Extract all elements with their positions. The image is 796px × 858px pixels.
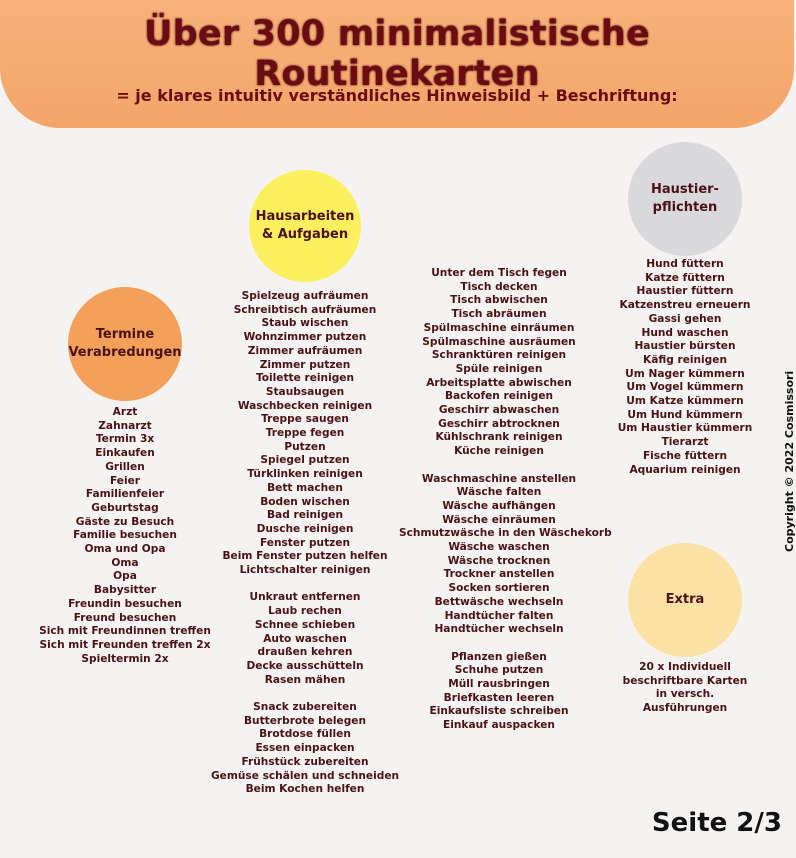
list-item: Wäsche einräumen [442,513,556,526]
list-item: Socken sortieren [448,582,550,595]
list-item: Butterbrote belegen [243,714,367,727]
list-item: Einkaufen [95,447,155,460]
list-item: Bad reinigen [266,509,344,522]
list-termine [25,406,225,666]
list-item: Spülmaschine ausräumen [422,335,576,348]
list-item: Treppe saugen [261,413,349,426]
list-item: Handtücher falten [444,609,554,622]
list-item: Schnee schieben [254,618,356,631]
list-item: Zimmer aufräumen [247,344,363,357]
list-item: Schreibtisch aufräumen [233,303,377,316]
list-item: Freund besuchen [73,611,177,624]
list-item: Hund füttern [646,258,724,270]
list-item: Kühlschrank reinigen [435,431,563,444]
page-subtitle: = je klares intuitiv verständliches Hinweisbild + Beschriftung: [116,86,678,105]
list-item: Küche reinigen [454,445,544,458]
list-item: Putzen [284,440,326,453]
list-item: Schmutzwäsche in den Wäschekorb [399,527,612,540]
list-item: draußen kehren [257,646,353,659]
list-item: Arzt [112,406,138,418]
list-item: Trockner anstellen [443,568,555,581]
list-item: 20 x Individuell [639,661,731,673]
list-item: Waschmaschine anstellen [421,472,577,485]
list-item: Tisch abräumen [451,308,547,321]
list-item: Dusche reinigen [256,522,354,535]
list-item: Essen einpacken [255,742,355,755]
list-item: Frühstück zubereiten [241,755,369,768]
list-item: Tierarzt [661,436,709,449]
list-item: Um Vogel kümmern [626,381,744,394]
list-item: Opa [113,570,137,583]
list-item: Schuhe putzen [454,664,544,677]
list-item: Käfig reinigen [642,353,727,366]
category-circle-haustier: Haustier- pflichten [628,142,742,256]
page-number: Seite 2/3 [651,808,782,838]
list-kueche [399,267,612,733]
list-item: Familienfeier [85,488,165,501]
list-item: Wäsche aufhängen [442,499,556,512]
list-item: Briefkasten leeren [443,691,555,704]
list-item: Gäste zu Besuch [75,515,175,528]
list-item: Sich mit Freunden treffen 2x [39,638,211,651]
list-item: Fische füttern [642,449,728,462]
list-item: Wäsche trocknen [447,554,551,567]
list-item: Geschirr abwaschen [438,404,560,417]
list-item: Spielzeug aufräumen [241,290,369,302]
list-item: Snack zubereiten [253,701,357,714]
list-item: Staubsaugen [265,385,345,398]
list-item: Unkraut entfernen [249,591,361,604]
list-item: Staub wischen [261,317,349,330]
list-item: Zimmer putzen [259,358,351,371]
list-gap [205,578,405,592]
list-item: Müll rausbringen [448,678,550,691]
list-item: Lichtschalter reinigen [239,564,371,577]
list-hausarbeiten [205,290,405,797]
list-item: Babysitter [93,584,157,597]
list-item: Unter dem Tisch fegen [431,267,567,279]
category-circle-extra: Extra [628,543,742,657]
list-item: Arbeitsplatte abwischen [426,376,572,389]
list-item: Tisch decken [460,280,538,293]
list-item: Ausführungen [642,702,728,715]
list-gap [399,459,599,473]
list-item: Zahnarzt [98,419,152,432]
list-item: Geburtstag [91,501,159,514]
list-item: Bett machen [267,481,343,494]
list-item: Oma [111,556,139,569]
list-item: Handtücher wechseln [434,623,564,636]
list-item: Haustier füttern [636,285,734,298]
list-item: Spieltermin 2x [81,652,169,665]
list-item: Katzenstreu erneuern [619,299,751,312]
list-item: Um Katze kümmern [626,395,744,408]
list-item: Beim Kochen helfen [245,783,365,796]
list-haustier [585,258,785,477]
list-item: Brotdose füllen [259,728,351,741]
list-item: Türklinken reinigen [247,468,363,481]
list-item: Decke ausschütteln [246,659,364,672]
list-item: Um Haustier kümmern [617,422,753,435]
list-extra [585,661,785,716]
list-item: Rasen mähen [264,673,346,686]
list-item: Geschirr abtrocknen [438,417,560,430]
list-item: Auto waschen [263,632,347,645]
category-circle-termine: Termine Verabredungen [68,287,182,401]
list-item: Bettwäsche wechseln [434,595,564,608]
list-item: Termin 3x [95,433,155,446]
list-item: Beim Fenster putzen helfen [222,550,388,563]
list-item: Treppe fegen [265,427,345,440]
list-item: Freundin besuchen [68,597,182,610]
list-item: beschriftbare Karten [622,674,748,687]
list-item: Haustier bürsten [634,340,736,353]
list-item: Einkauf auspacken [443,719,555,732]
list-item: Um Nager kümmern [625,367,745,380]
list-item: Wäsche waschen [448,541,550,554]
list-item: Aquarium reinigen [629,463,741,476]
list-item: Spülmaschine einräumen [423,321,575,334]
list-item: Boden wischen [260,495,350,508]
list-item: Feier [109,474,141,487]
list-item: Hund waschen [641,326,729,339]
list-item: Spüle reinigen [455,362,543,375]
list-gap [399,637,599,651]
page-title: Über 300 minimalistische Routinekarten [144,14,650,94]
list-item: Grillen [105,460,145,473]
list-item: in versch. [655,688,715,701]
list-item: Laub rechen [268,605,342,618]
list-item: Fenster putzen [259,536,351,549]
list-item: Toilette reinigen [255,372,355,385]
list-item: Gemüse schälen und schneiden [210,769,400,782]
list-item: Um Hund kümmern [627,408,743,421]
list-gap [205,687,405,701]
list-item: Tisch abwischen [450,294,548,307]
list-item: Pflanzen gießen [451,650,547,663]
list-item: Waschbecken reinigen [237,399,373,412]
list-item: Wohnzimmer putzen [243,331,367,344]
list-item: Familie besuchen [73,529,177,542]
copyright-note: Copyright © 2022 Cosmissori [783,370,796,552]
list-item: Sich mit Freundinnen treffen [39,625,211,638]
list-item: Schranktüren reinigen [431,349,567,362]
list-item: Einkaufsliste schreiben [429,705,569,718]
category-circle-hausarbeiten: Hausarbeiten & Aufgaben [249,170,361,282]
list-item: Gassi gehen [648,312,722,325]
list-item: Spiegel putzen [260,454,350,467]
list-item: Katze füttern [645,271,725,284]
list-item: Backofen reinigen [444,390,554,403]
list-item: Wäsche falten [456,486,542,499]
list-item: Oma und Opa [84,543,166,556]
